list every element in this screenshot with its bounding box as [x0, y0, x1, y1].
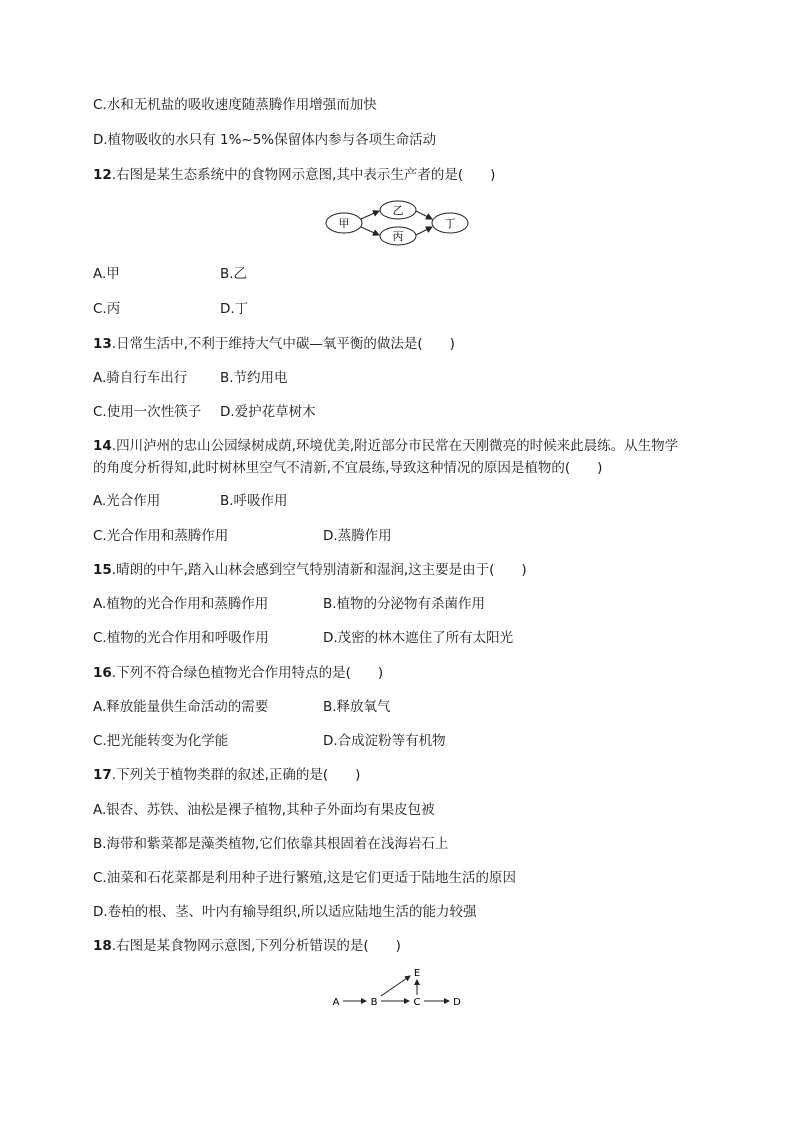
q11-option-c: C.水和无机盐的吸收速度随蒸腾作用增强而加快 [93, 97, 377, 113]
q16-option-c: C.把光能转变为化学能 [93, 733, 229, 749]
q16-number: 16 [93, 665, 112, 681]
q15-option-d: D.茂密的林木遮住了所有太阳光 [323, 630, 514, 646]
q17-option-c: C.油菜和石花菜都是利用种子进行繁殖,这是它们更适于陆地生活的原因 [93, 870, 517, 886]
q16-text: .下列不符合绿色植物光合作用特点的是( ) [111, 665, 384, 681]
q12-option-d: D.丁 [220, 301, 249, 317]
q17-option-d: D.卷柏的根、茎、叶内有输导组织,所以适应陆地生活的能力较强 [93, 904, 477, 920]
arrow-jia-bing [361, 227, 379, 235]
arrow-yi-ding [416, 211, 432, 219]
node-d-label: D [453, 997, 461, 1008]
q15-text: .晴朗的中午,踏入山林会感到空气特别清新和湿润,这主要是由于( ) [111, 562, 527, 578]
q16-option-b: B.释放氧气 [323, 699, 391, 715]
q17-option-b: B.海带和紫菜都是藻类植物,它们依靠其根固着在浅海岩石上 [93, 836, 449, 852]
q17-number: 17 [93, 767, 112, 783]
q12-text: .右图是某生态系统中的食物网示意图,其中表示生产者的是( ) [111, 167, 496, 183]
node-ding-label: 丁 [444, 217, 456, 230]
q17-stem [93, 766, 360, 784]
q18-food-web-diagram [326, 964, 466, 1010]
q16-option-a: A.释放能量供生命活动的需要 [93, 699, 269, 715]
q13-option-d: D.爱护花草树木 [220, 404, 316, 420]
q15-stem [93, 561, 527, 579]
q13-option-b: B.节约用电 [220, 370, 288, 386]
q14-option-c: C.光合作用和蒸腾作用 [93, 528, 229, 544]
q17-text: .下列关于植物类群的叙述,正确的是( ) [111, 767, 361, 783]
q13-number: 13 [93, 336, 112, 352]
q15-option-a: A.植物的光合作用和蒸腾作用 [93, 596, 269, 612]
q18-number: 18 [93, 938, 112, 954]
q17-option-a: A.银杏、苏铁、油松是裸子植物,其种子外面均有果皮包被 [93, 802, 435, 818]
q14-text-line1: .四川泸州的忠山公园绿树成荫,环境优美,附近部分市民常在天刚微亮的时候来此晨练。从生物学 [111, 438, 679, 454]
q13-stem [93, 335, 455, 353]
q15-number: 15 [93, 562, 112, 578]
arrow-b-e [381, 976, 410, 996]
q12-food-web-diagram [320, 196, 475, 248]
q13-text: .日常生活中,不利于维持大气中碳—氧平衡的做法是( ) [111, 336, 455, 352]
q15-option-b: B.植物的分泌物有杀菌作用 [323, 596, 486, 612]
node-b-label: B [370, 997, 378, 1008]
q12-option-c: C.丙 [93, 301, 121, 317]
q12-option-a: A.甲 [93, 266, 120, 282]
q11-option-d: D.植物吸收的水只有 1%~5%保留体内参与各项生命活动 [93, 132, 437, 148]
q14-option-a: A.光合作用 [93, 493, 161, 509]
q14-number: 14 [93, 438, 112, 454]
q12-option-b: B.乙 [220, 266, 248, 282]
q14-stem-line2: 的角度分析得知,此时树林里空气不清新,不宜晨练,导致这种情况的原因是植物的( ) [93, 460, 603, 476]
q13-option-a: A.骑自行车出行 [93, 370, 188, 386]
q15-option-c: C.植物的光合作用和呼吸作用 [93, 630, 269, 646]
q14-stem-line1 [93, 437, 678, 455]
q18-stem [93, 937, 401, 955]
node-yi-label: 乙 [392, 204, 404, 217]
q18-text: .右图是某食物网示意图,下列分析错误的是( ) [111, 938, 401, 954]
q16-stem [93, 664, 383, 682]
q14-option-b: B.呼吸作用 [220, 493, 288, 509]
node-a-label: A [332, 997, 340, 1008]
q12-number: 12 [93, 167, 112, 183]
node-c-label: C [413, 997, 421, 1008]
q16-option-d: D.合成淀粉等有机物 [323, 733, 446, 749]
arrow-jia-yi [361, 211, 379, 219]
q13-option-c: C.使用一次性筷子 [93, 404, 202, 420]
node-bing-label: 丙 [392, 230, 404, 243]
node-e-label: E [413, 968, 421, 979]
q14-option-d: D.蒸腾作用 [323, 528, 392, 544]
q12-stem [93, 166, 495, 184]
arrow-bing-ding [416, 227, 432, 235]
node-jia-label: 甲 [338, 217, 350, 230]
